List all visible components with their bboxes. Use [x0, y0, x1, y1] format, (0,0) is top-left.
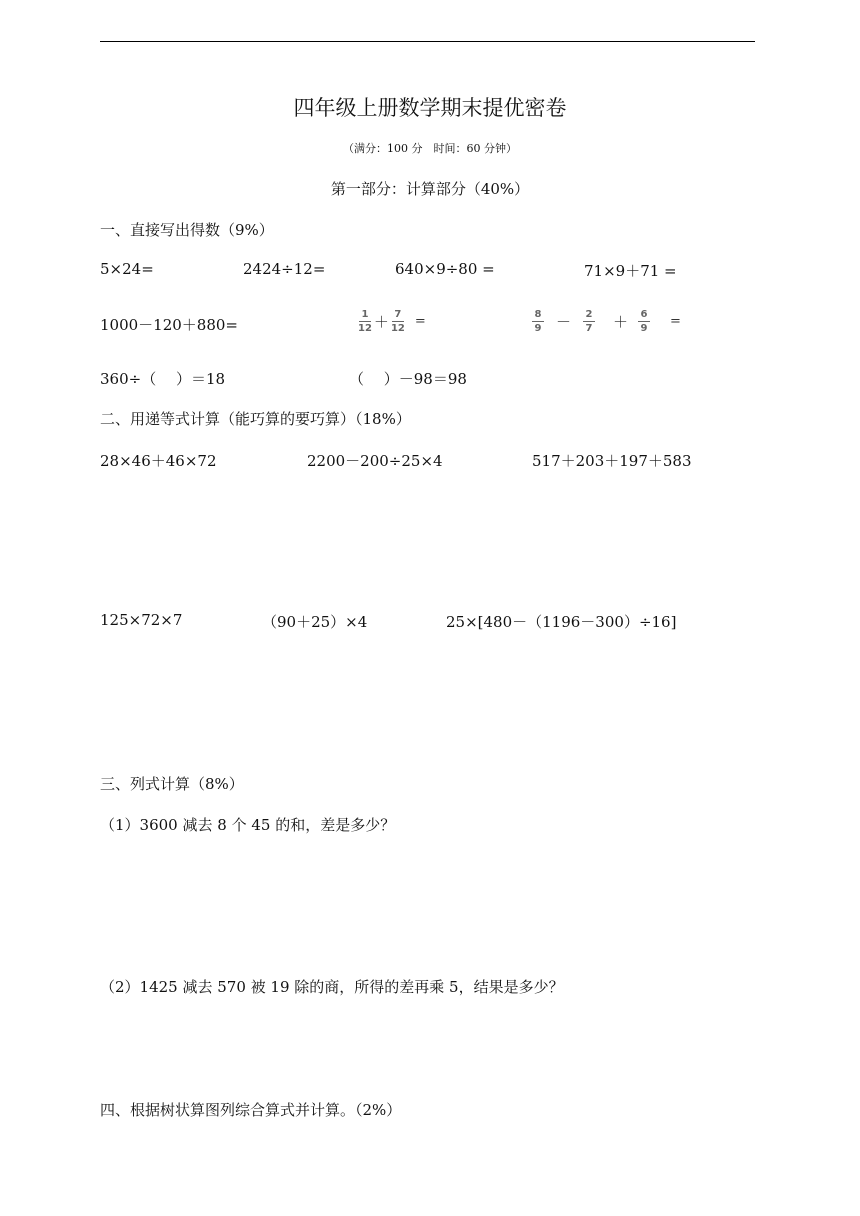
fraction: [358, 309, 372, 334]
oral-problem-4: 71×9＋71 =: [584, 262, 677, 280]
section4-heading: 四、根据树状算图列综合算式并计算。（2%）: [100, 1101, 402, 1119]
word-problem-1: （1）3600 减去 8 个 45 的和，差是多少？: [100, 816, 396, 834]
fraction: [583, 309, 595, 334]
stepwise-problem-1: 28×46＋46×72: [100, 452, 217, 470]
numerator: 8: [534, 309, 542, 320]
fraction: [391, 309, 405, 334]
equals-sign: =: [670, 314, 681, 329]
numerator: 7: [394, 309, 402, 320]
denominator: 7: [585, 323, 593, 334]
stepwise-problem-2: 2200－200÷25×4: [307, 452, 443, 470]
minus-operator: －: [556, 313, 572, 331]
equals-sign: =: [414, 314, 426, 329]
oral-problem-5: 1000－120＋880=: [100, 316, 239, 334]
numerator: 6: [640, 309, 648, 320]
fraction-bar: [392, 321, 404, 322]
section1-heading: 一、直接写出得数（9%）: [100, 221, 274, 239]
fraction: [532, 309, 544, 334]
stepwise-problem-6: 25×[480－（1196－300）÷16]: [446, 613, 677, 631]
denominator: 12: [390, 323, 405, 334]
denominator: 12: [358, 323, 372, 334]
word-problem-2: （2）1425 减去 570 被 19 除的商，所得的差再乘 5，结果是多少？: [100, 978, 564, 996]
fraction-bar: [532, 321, 544, 322]
stepwise-problem-5: （90＋25）×4: [262, 613, 368, 631]
plus-operator: ＋: [373, 313, 389, 331]
plus-operator: ＋: [613, 313, 629, 331]
stepwise-problem-3: 517＋203＋197＋583: [532, 452, 692, 470]
numerator: 2: [585, 309, 593, 320]
fill-blank-problem-2: （ ）－98＝98: [349, 370, 467, 388]
section2-heading: 二、用递等式计算（能巧算的要巧算）（18%）: [100, 410, 411, 428]
denominator: 9: [534, 323, 542, 334]
fraction-expression-1: [358, 309, 426, 334]
oral-problem-1: 5×24=: [100, 260, 154, 278]
header-rule: [100, 41, 755, 42]
fill-blank-problem-1: 360÷（ ）＝18: [100, 370, 226, 388]
score-time-note: （满分：100 分 时间：60 分钟）: [343, 142, 517, 155]
denominator: 9: [640, 323, 648, 334]
fraction-bar: [583, 321, 595, 322]
part1-title: 第一部分：计算部分（40%）: [330, 180, 530, 198]
fraction-bar: [638, 321, 650, 322]
numerator: 1: [361, 309, 369, 320]
fraction-expression-2: [532, 309, 681, 334]
page-title: 四年级上册数学期末提优密卷: [293, 96, 567, 120]
fraction: [638, 309, 650, 334]
oral-problem-3: 640×9÷80 =: [395, 260, 495, 278]
stepwise-problem-4: 125×72×7: [100, 611, 183, 629]
fraction-bar: [359, 321, 371, 322]
section3-heading: 三、列式计算（8%）: [100, 775, 244, 793]
oral-problem-2: 2424÷12=: [243, 260, 326, 278]
